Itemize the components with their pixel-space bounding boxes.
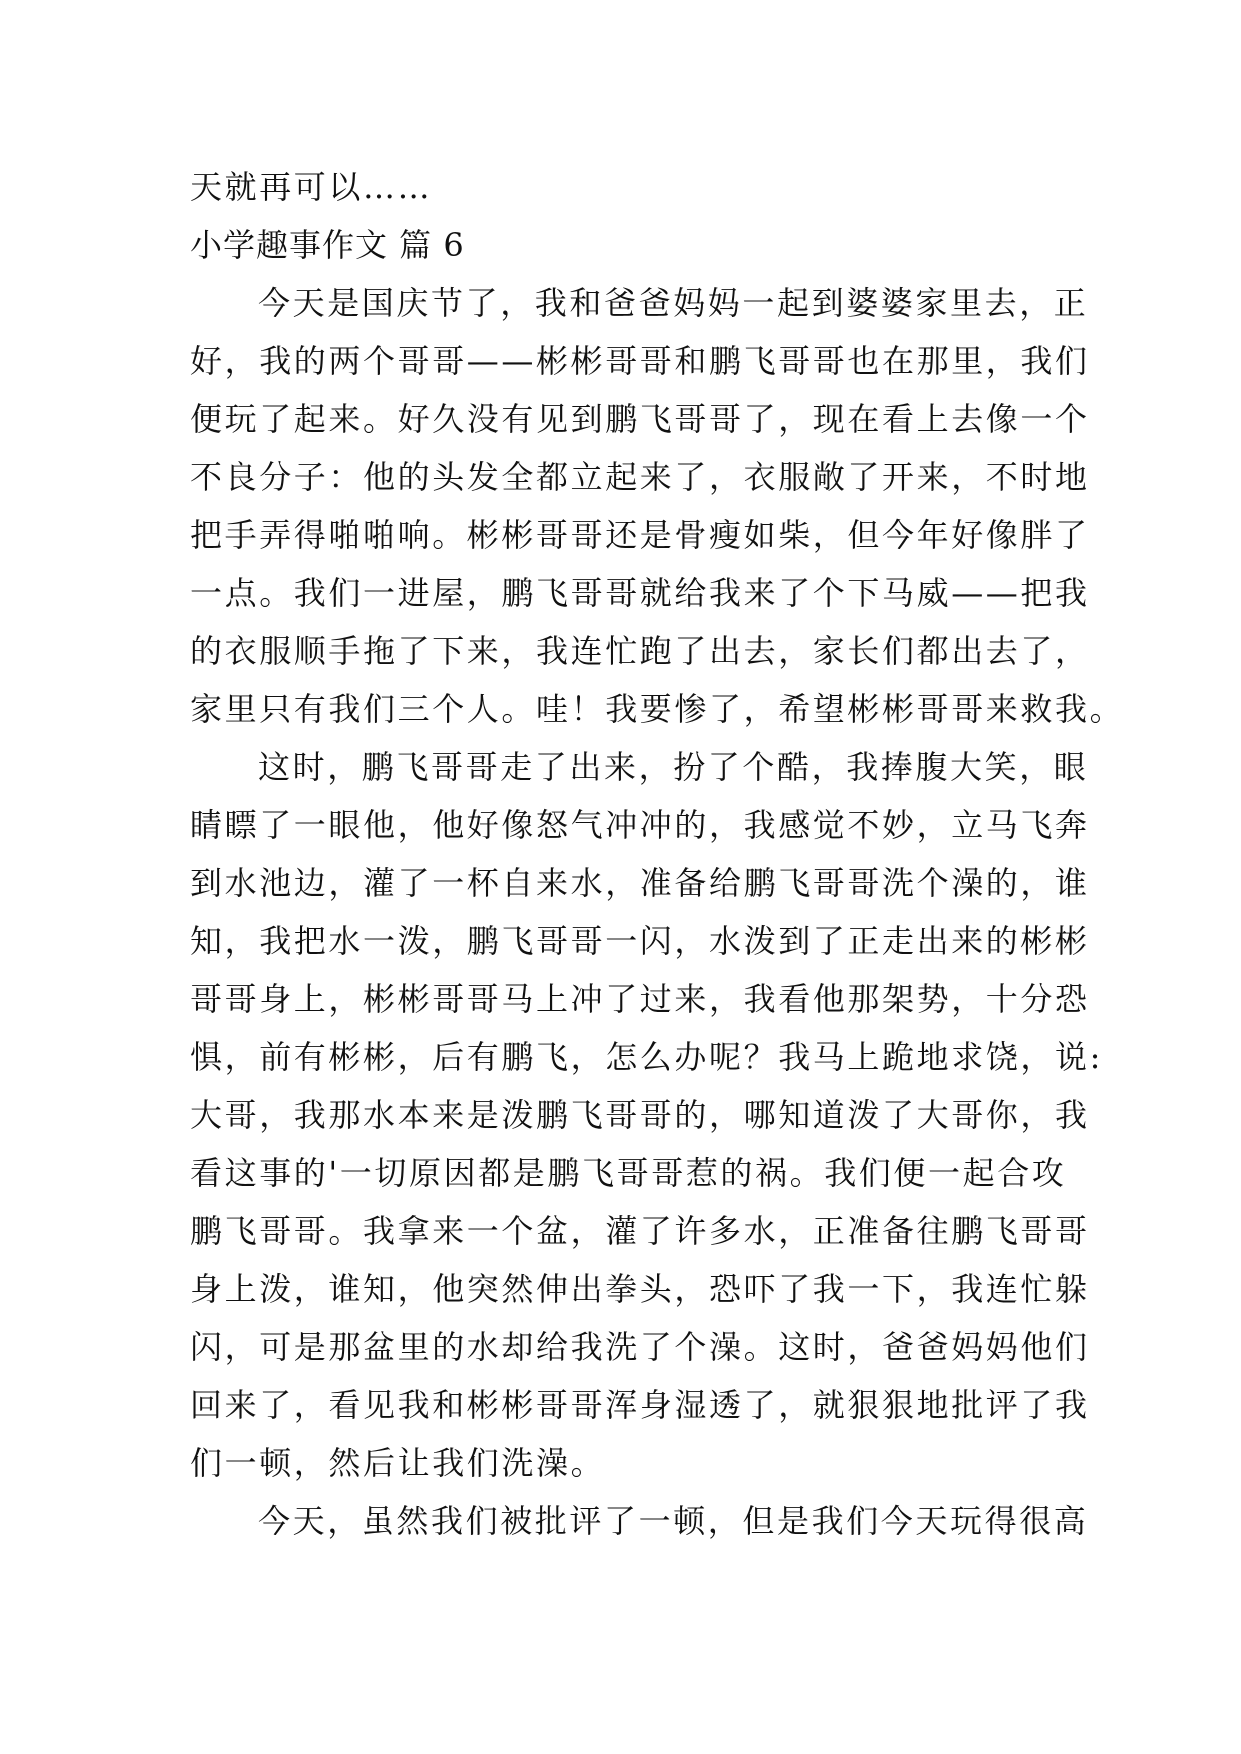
paragraph-line: 一点。我们一进屋，鹏飞哥哥就给我来了个下马威——把我 — [190, 574, 1090, 612]
paragraph-line: 不良分子：他的头发全都立起来了，衣服敞了开来，不时地 — [190, 458, 1090, 496]
paragraph-line: 身上泼，谁知，他突然伸出拳头，恐吓了我一下，我连忙躲 — [190, 1270, 1090, 1308]
paragraph-line: 知，我把水一泼，鹏飞哥哥一闪，水泼到了正走出来的彬彬 — [190, 922, 1090, 960]
paragraph-line: 哥哥身上，彬彬哥哥马上冲了过来，我看他那架势，十分恐 — [190, 980, 1090, 1018]
section-heading: 小学趣事作文 篇 6 — [190, 226, 465, 264]
paragraph-line: 这时，鹏飞哥哥走了出来，扮了个酷，我捧腹大笑，眼 — [258, 748, 1089, 786]
paragraph-line: 把手弄得啪啪响。彬彬哥哥还是骨瘦如柴，但今年好像胖了 — [190, 516, 1090, 554]
paragraph-line: 到水池边，灌了一杯自来水，准备给鹏飞哥哥洗个澡的，谁 — [190, 864, 1090, 902]
paragraph-line: 鹏飞哥哥。我拿来一个盆，灌了许多水，正准备往鹏飞哥哥 — [190, 1212, 1090, 1250]
paragraph-line: 回来了，看见我和彬彬哥哥浑身湿透了，就狠狠地批评了我 — [190, 1386, 1090, 1424]
paragraph-line: 惧，前有彬彬，后有鹏飞，怎么办呢？我马上跪地求饶，说: — [190, 1038, 1103, 1076]
paragraph-line: 的衣服顺手拖了下来，我连忙跑了出去，家长们都出去了， — [190, 632, 1090, 670]
paragraph-2 — [190, 738, 1103, 1492]
text-column — [190, 158, 1125, 1550]
paragraph-line: 睛瞟了一眼他，他好像怒气冲冲的，我感觉不妙，立马飞奔 — [190, 806, 1090, 844]
paragraph-line: 看这事的'一切原因都是鹏飞哥哥惹的祸。我们便一起合攻 — [190, 1154, 1067, 1192]
continued-text-line: 天就再可以…… — [190, 168, 433, 206]
paragraph-line: 闪，可是那盆里的水却给我洗了个澡。这时，爸爸妈妈他们 — [190, 1328, 1090, 1366]
paragraph-line: 家里只有我们三个人。哇！我要惨了，希望彬彬哥哥来救我。 — [190, 690, 1125, 728]
paragraph-line: 今天，虽然我们被批评了一顿，但是我们今天玩得很高 — [258, 1502, 1089, 1540]
paragraph-line: 今天是国庆节了，我和爸爸妈妈一起到婆婆家里去，正 — [258, 284, 1089, 322]
paragraph-line: 大哥，我那水本来是泼鹏飞哥哥的，哪知道泼了大哥你，我 — [190, 1096, 1090, 1134]
paragraph-3 — [190, 1492, 1089, 1550]
paragraph-line: 好，我的两个哥哥——彬彬哥哥和鹏飞哥哥也在那里，我们 — [190, 342, 1090, 380]
paragraph-line: 们一顿，然后让我们洗澡。 — [190, 1444, 606, 1482]
paragraph-line: 便玩了起来。好久没有见到鹏飞哥哥了，现在看上去像一个 — [190, 400, 1090, 438]
paragraph-1 — [190, 274, 1125, 738]
